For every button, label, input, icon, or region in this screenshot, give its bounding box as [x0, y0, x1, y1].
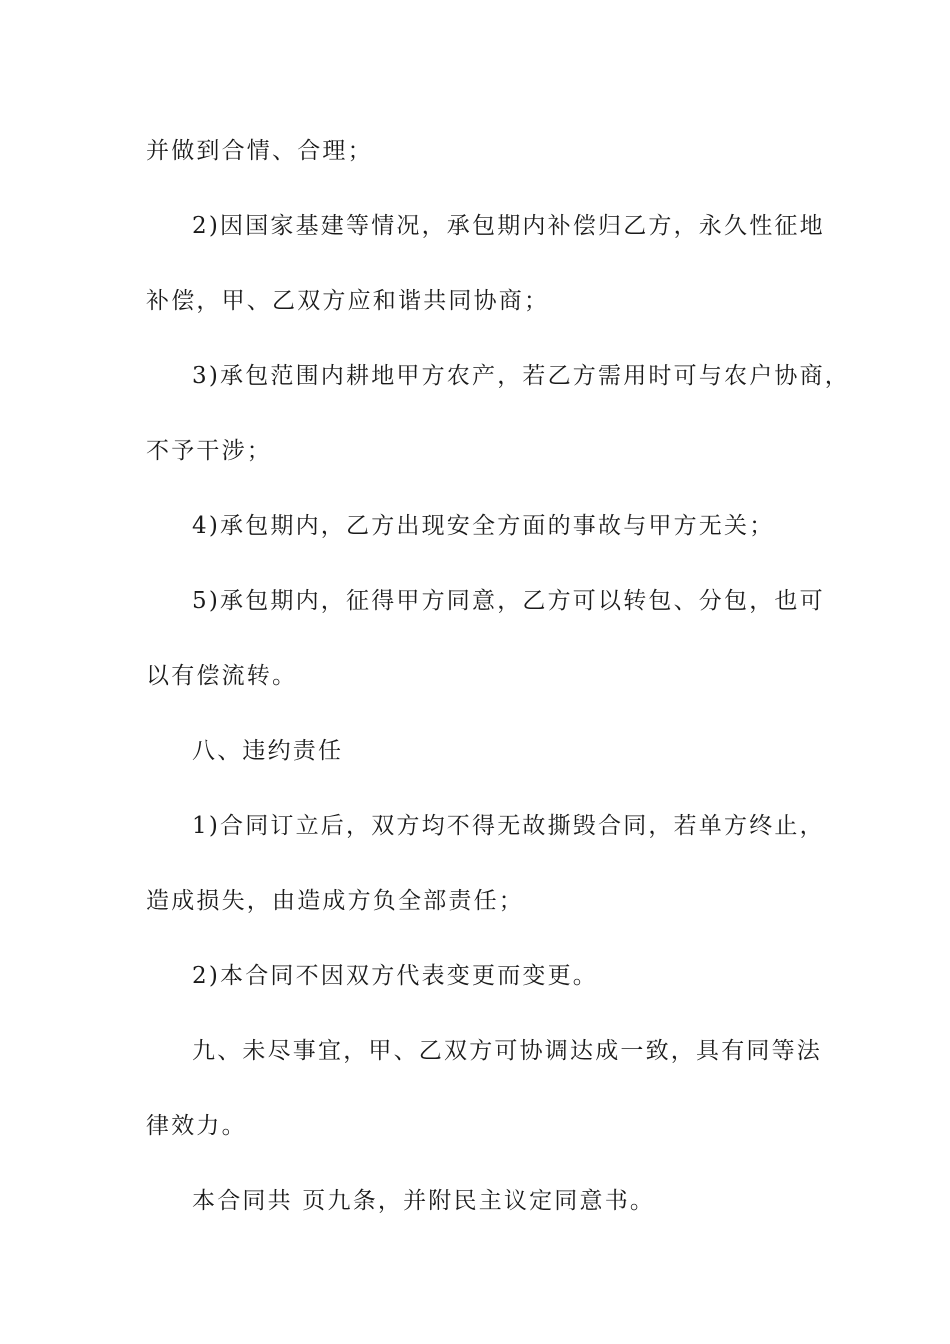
- text-line: 3)承包范围内耕地甲方农产，若乙方需用时可与农户协商，: [192, 363, 851, 389]
- text-line: 以有偿流转。: [146, 663, 298, 689]
- text-line: 1)合同订立后，双方均不得无故撕毁合同，若单方终止，: [192, 813, 825, 839]
- text-line: 律效力。: [146, 1113, 247, 1139]
- text-line: 2)本合同不因双方代表变更而变更。: [192, 963, 599, 989]
- text-line: 并做到合情、合理；: [146, 138, 373, 164]
- text-line: 2)因国家基建等情况，承包期内补偿归乙方，永久性征地: [192, 213, 825, 239]
- text-line: 不予干涉；: [146, 438, 272, 464]
- section-heading: 八、违约责任: [192, 738, 344, 764]
- text-line: 补偿，甲、乙双方应和谐共同协商；: [146, 288, 550, 314]
- text-line: 5)承包期内，征得甲方同意，乙方可以转包、分包，也可: [192, 588, 825, 614]
- text-line: 造成损失，由造成方负全部责任；: [146, 888, 524, 914]
- text-line: 九、未尽事宜，甲、乙双方可协调达成一致，具有同等法: [192, 1038, 822, 1064]
- text-line: 4)承包期内，乙方出现安全方面的事故与甲方无关；: [192, 513, 775, 539]
- text-line: 本合同共 页九条，并附民主议定同意书。: [192, 1188, 656, 1214]
